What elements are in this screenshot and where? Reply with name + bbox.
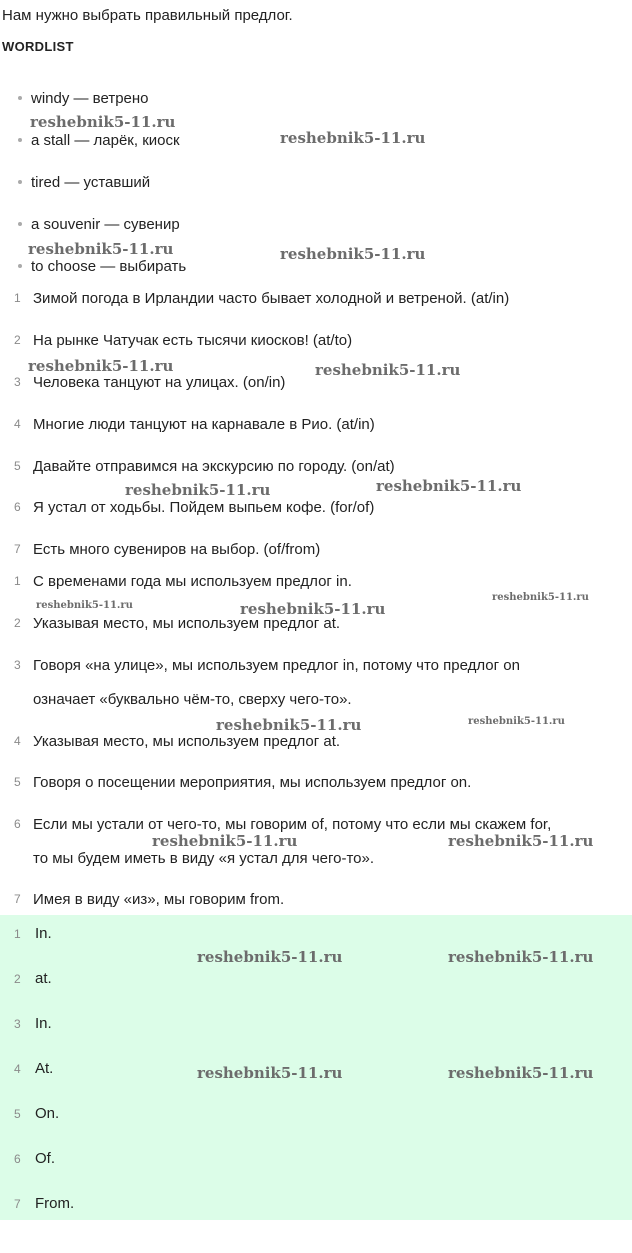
item-number: 2 [14,972,21,986]
watermark: reshebnik5-11.ru [197,948,343,966]
watermark: reshebnik5-11.ru [152,832,298,850]
wordlist-item-text: a souvenir — сувенир [31,216,180,233]
watermark: reshebnik5-11.ru [448,1064,594,1082]
item-number: 1 [14,927,21,941]
wordlist-item [18,258,186,275]
item-number: 5 [14,459,21,473]
explanation-text: С временами года мы используем предлог in. [33,573,352,590]
explanation-text: Если мы устали от чего-то, мы говорим of, потому что если мы скажем for, [33,816,552,833]
bullet-icon [18,138,22,142]
wordlist-item-text: to choose — выбирать [31,258,187,275]
item-number: 2 [14,333,21,347]
answer-text: Of. [35,1150,56,1167]
sentence-text: Есть много сувениров на выбор. (of/from) [33,541,321,558]
item-number: 4 [14,734,21,748]
bullet-icon [18,222,22,226]
answer-text: On. [35,1105,60,1122]
item-number: 7 [14,892,21,906]
watermark: reshebnik5-11.ru [30,113,176,131]
item-number: 7 [14,1197,21,1211]
watermark: reshebnik5-11.ru [280,129,426,147]
watermark: reshebnik5-11.ru [216,716,362,734]
sentence-text: Человека танцуют на улицах. (on/in) [33,374,286,391]
sentence-text: Давайте отправимся на экскурсию по городу. (on/at) [33,458,395,475]
item-number: 6 [14,500,21,514]
item-number: 6 [14,1152,21,1166]
bullet-icon [18,96,22,100]
bullet-icon [18,180,22,184]
watermark: reshebnik5-11.ru [376,477,522,495]
wordlist-item-text: windy — ветрено [31,90,149,107]
watermark: reshebnik5-11.ru [448,832,594,850]
watermark: reshebnik5-11.ru [468,716,565,727]
answer-text: at. [35,970,52,987]
item-number: 1 [14,291,21,305]
item-number: 4 [14,1062,21,1076]
item-number: 7 [14,542,21,556]
wordlist-item [18,174,150,191]
answer-text: From. [35,1195,75,1212]
item-number: 3 [14,658,21,672]
item-number: 2 [14,616,21,630]
item-number: 4 [14,417,21,431]
item-number: 1 [14,574,21,588]
explanation-text-continued: означает «буквально чём-то, сверху чего-то». [33,691,352,708]
sentence-text: Многие люди танцуют на карнавале в Рио. (at/in) [33,416,375,433]
item-number: 3 [14,1017,21,1031]
sentence-text: Я устал от ходьбы. Пойдем выпьем кофе. (for/of) [33,499,375,516]
watermark: reshebnik5-11.ru [197,1064,343,1082]
watermark: reshebnik5-11.ru [28,240,174,258]
intro-text: Нам нужно выбрать правильный предлог. [2,7,293,24]
watermark: reshebnik5-11.ru [125,481,271,499]
sentence-text: Зимой погода в Ирландии часто бывает холодной и ветреной. (at/in) [33,290,510,307]
item-number: 3 [14,375,21,389]
watermark: reshebnik5-11.ru [280,245,426,263]
sentence-text: На рынке Чатучак есть тысячи киосков! (at/to) [33,332,353,349]
watermark: reshebnik5-11.ru [448,948,594,966]
item-number: 6 [14,817,21,831]
wordlist-heading: WORDLIST [2,39,74,54]
watermark: reshebnik5-11.ru [492,592,589,603]
watermark: reshebnik5-11.ru [240,600,386,618]
explanation-text: Указывая место, мы используем предлог at. [33,615,341,632]
explanation-text: Говоря «на улице», мы используем предлог in, потому что предлог on [33,657,520,674]
wordlist-item [18,216,180,233]
explanation-text: Указывая место, мы используем предлог at. [33,733,341,750]
wordlist-item [18,90,149,107]
wordlist-item-text: tired — уставший [31,174,151,191]
answer-text: In. [35,925,52,942]
watermark: reshebnik5-11.ru [315,361,461,379]
answer-text: At. [35,1060,54,1077]
explanation-text: Говоря о посещении мероприятия, мы используем предлог on. [33,774,472,791]
explanation-text: Имея в виду «из», мы говорим from. [33,891,285,908]
explanation-text-continued: то мы будем иметь в виду «я устал для чего-то». [33,850,375,867]
wordlist-item-text: a stall — ларёк, киоск [31,132,180,149]
wordlist-item [18,132,180,149]
watermark: reshebnik5-11.ru [36,600,133,611]
answer-text: In. [35,1015,52,1032]
item-number: 5 [14,775,21,789]
item-number: 5 [14,1107,21,1121]
bullet-icon [18,264,22,268]
watermark: reshebnik5-11.ru [28,357,174,375]
